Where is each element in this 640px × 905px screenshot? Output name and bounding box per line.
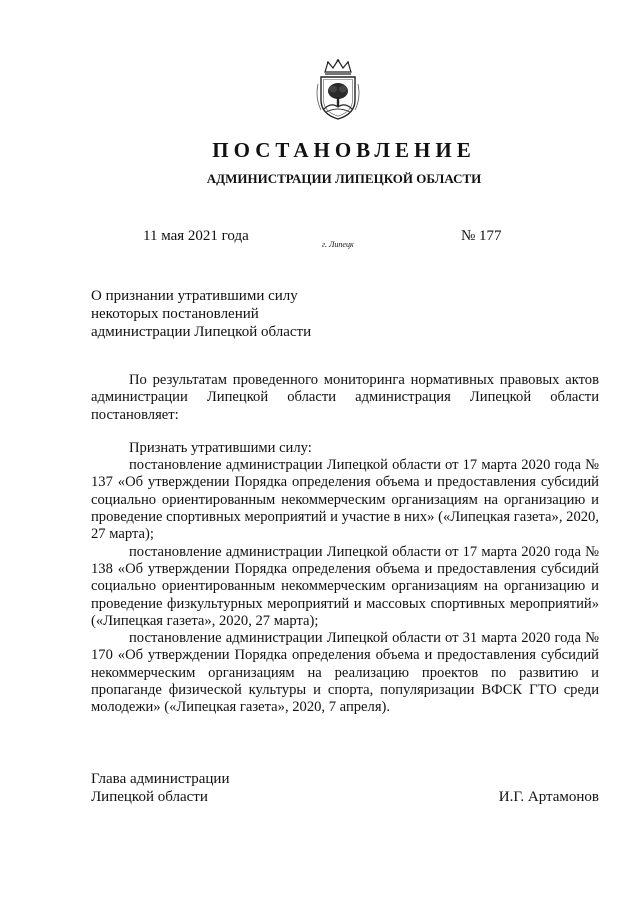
signatory-region: Липецкой области <box>91 789 208 805</box>
body-paragraph: постановление администрации Липецкой области от 31 марта 2020 года № 170 «Об утверждении Порядка определения объема и предоставления субсидий некоммерческим организациям на реализацию проектов по развитию и пропаганде физической культуры и спорта, популяризации ВФСК ГТО среди молодежи» («Липецкая газета», 2020, 7 апреля). <box>91 630 599 716</box>
document-title: ПОСТАНОВЛЕНИЕ <box>212 138 476 162</box>
document-body <box>91 372 599 717</box>
signature-block <box>91 770 599 806</box>
heading-line: О признании утратившими силу <box>91 288 298 304</box>
document-subtitle: АДМИНИСТРАЦИИ ЛИПЕЦКОЙ ОБЛАСТИ <box>206 171 482 186</box>
body-paragraph: По результатам проведенного мониторинга нормативных правовых актов администрации Липецкой области администрация Липецкой области постановляет: <box>91 372 599 423</box>
heading-line: некоторых постановлений <box>91 306 259 322</box>
signatory-position: Глава администрации <box>91 771 230 787</box>
document-heading <box>91 287 391 341</box>
document-date: 11 мая 2021 года <box>143 228 249 244</box>
lipetsk-coat-of-arms-icon <box>313 58 363 122</box>
body-paragraph: постановление администрации Липецкой области от 17 марта 2020 года № 138 «Об утверждении Порядка определения объема и предоставления субсидий социально ориентированным некоммерческим организациям на организацию и проведение физкультурных мероприятий и массовых спортивных мероприятий» («Липецкая газета», 2020, 27 марта); <box>91 543 599 629</box>
document-number: № 177 <box>461 228 502 244</box>
heading-line: администрации Липецкой области <box>91 324 312 340</box>
signatory-name: И.Г. Артамонов <box>498 789 599 805</box>
document-city: г. Липецк <box>322 240 354 249</box>
body-paragraph: Признать утратившими силу: <box>129 439 312 456</box>
body-paragraph: постановление администрации Липецкой области от 17 марта 2020 года № 137 «Об утверждении Порядка определения объема и предоставления субсидий социально ориентированным некоммерческим организациям на организацию и проведение спортивных мероприятий и участие в них» («Липецкая газета», 2020, 27 марта); <box>91 457 599 543</box>
